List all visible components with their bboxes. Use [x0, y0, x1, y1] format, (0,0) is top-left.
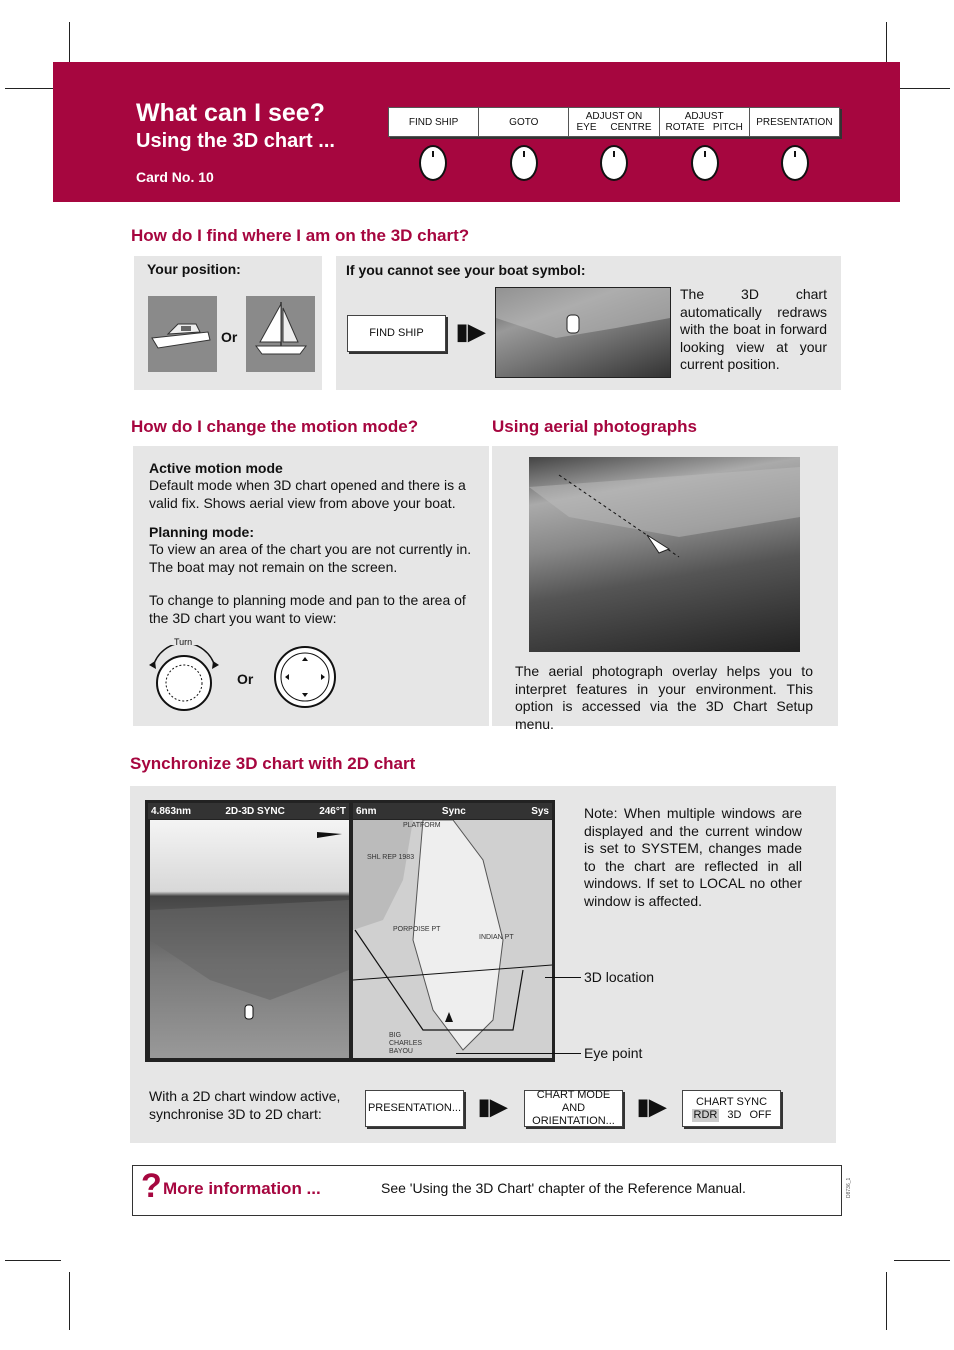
sync-option-3d[interactable]: 3D: [727, 1108, 742, 1121]
chart-label: SHL REP 1983: [367, 854, 415, 861]
cannot-see-label: If you cannot see your boat symbol:: [346, 262, 586, 278]
document-code: D8736_1: [846, 1177, 852, 1198]
section-heading-aerial: Using aerial photographs: [492, 417, 697, 436]
arrow-icon: ▮▶: [637, 1094, 667, 1119]
page-subtitle: Using the 3D chart ...: [136, 130, 335, 152]
chart-label: BIG CHARLES BAYOU: [389, 1032, 423, 1055]
card-number: Card No. 10: [136, 169, 214, 185]
callout-eye-point: Eye point: [584, 1045, 643, 1061]
sync-instruction: With a 2D chart window active, synchronise 3D to 2D chart:: [149, 1088, 341, 1122]
active-mode-title: Active motion mode: [149, 460, 283, 476]
softkey-adjust[interactable]: ADJUST ROTATE PITCH: [660, 108, 750, 136]
find-ship-description: The 3D chart automatically redraws with the boat in forward looking view at your current position.: [680, 286, 827, 372]
active-mode-text: Default mode when 3D chart opened and there is a valid fix. Shows aerial view from above your boat.: [149, 477, 466, 511]
callout-line: [545, 977, 581, 978]
3d-pane: [150, 820, 349, 1058]
softkey-knob[interactable]: [781, 145, 809, 181]
more-info-text: See 'Using the 3D Chart' chapter of the Reference Manual.: [381, 1180, 746, 1196]
softkey-goto[interactable]: GOTO: [479, 108, 569, 136]
chart-sync-button[interactable]: CHART SYNC RDR 3D OFF: [682, 1090, 781, 1127]
planning-mode-title: Planning mode:: [149, 524, 254, 540]
arrow-icon: ▮▶: [456, 319, 486, 344]
callout-3d-location: 3D location: [584, 969, 655, 985]
3d-chart-thumbnail: [495, 287, 671, 378]
softkey-presentation[interactable]: PRESENTATION: [756, 116, 833, 128]
arrow-icon: ▮▶: [478, 1094, 508, 1119]
presentation-button[interactable]: PRESENTATION...: [365, 1090, 464, 1127]
softkey-find-ship[interactable]: FIND SHIP: [389, 108, 479, 136]
sync-note: Note: When multiple windows are displayed and the current window is set to SYSTEM, changes made to the chart are reflected in all windows. If set to LOCAL no other window is affected.: [584, 805, 802, 909]
page-title: What can I see?: [136, 99, 325, 127]
display-screenshot: [145, 800, 555, 1062]
softkey-bar: [388, 107, 840, 137]
crop-mark: [886, 1272, 887, 1330]
sync-option-off[interactable]: OFF: [749, 1108, 772, 1121]
turn-label: Turn: [174, 637, 193, 647]
more-info-heading: More information ...: [163, 1179, 321, 1198]
chart-label: PLATFORM: [403, 822, 441, 829]
right-pane-status-bar: 6nm Sync Sys: [353, 803, 552, 819]
crop-mark: [894, 1260, 950, 1261]
softkey-knob[interactable]: [510, 145, 538, 181]
softkey-knob[interactable]: [600, 145, 628, 181]
section-heading-sync: Synchronize 3D chart with 2D chart: [130, 754, 416, 773]
softkey-knob[interactable]: [691, 145, 719, 181]
section-heading-motion: How do I change the motion mode?: [131, 417, 419, 436]
2d-chart-pane: [353, 820, 552, 1058]
left-pane-status-bar: 4.863nm 2D-3D SYNC 246°T: [148, 803, 349, 819]
sync-option-rdr[interactable]: RDR: [693, 1108, 718, 1121]
section-heading-find: How do I find where I am on the 3D chart?: [131, 226, 470, 245]
question-mark-icon: ?: [141, 1167, 162, 1205]
crop-mark: [5, 1260, 61, 1261]
pan-instruction: To change to planning mode and pan to the area of the 3D chart you want to view:: [149, 592, 466, 626]
rotary-knob-icon[interactable]: [147, 645, 221, 711]
your-position-label: Your position:: [147, 261, 241, 277]
softkey-adjust-on[interactable]: ADJUST ON EYE CENTRE: [569, 108, 659, 136]
aerial-description: The aerial photograph overlay helps you to interpret features in your environment. This option is accessed via the 3D Chart Setup menu.: [515, 663, 813, 732]
trackpad-icon[interactable]: [273, 645, 337, 709]
callout-line: [456, 1053, 581, 1054]
chart-label: PORPOISE PT: [393, 926, 441, 933]
chart-mode-button[interactable]: CHART MODE AND ORIENTATION...: [524, 1090, 623, 1127]
chart-label: INDIAN PT: [479, 934, 514, 941]
motorboat-icon: [148, 296, 217, 372]
crop-mark: [69, 1272, 70, 1330]
find-ship-button[interactable]: FIND SHIP: [347, 315, 446, 352]
or-label: Or: [237, 671, 254, 687]
softkey-knob[interactable]: [419, 145, 447, 181]
or-label: Or: [221, 329, 238, 345]
sailboat-icon: [246, 296, 315, 372]
aerial-photo-image: [529, 457, 800, 652]
crop-mark: [894, 88, 950, 89]
planning-mode-text: To view an area of the chart you are not currently in. The boat may not remain on the screen.: [149, 541, 472, 575]
